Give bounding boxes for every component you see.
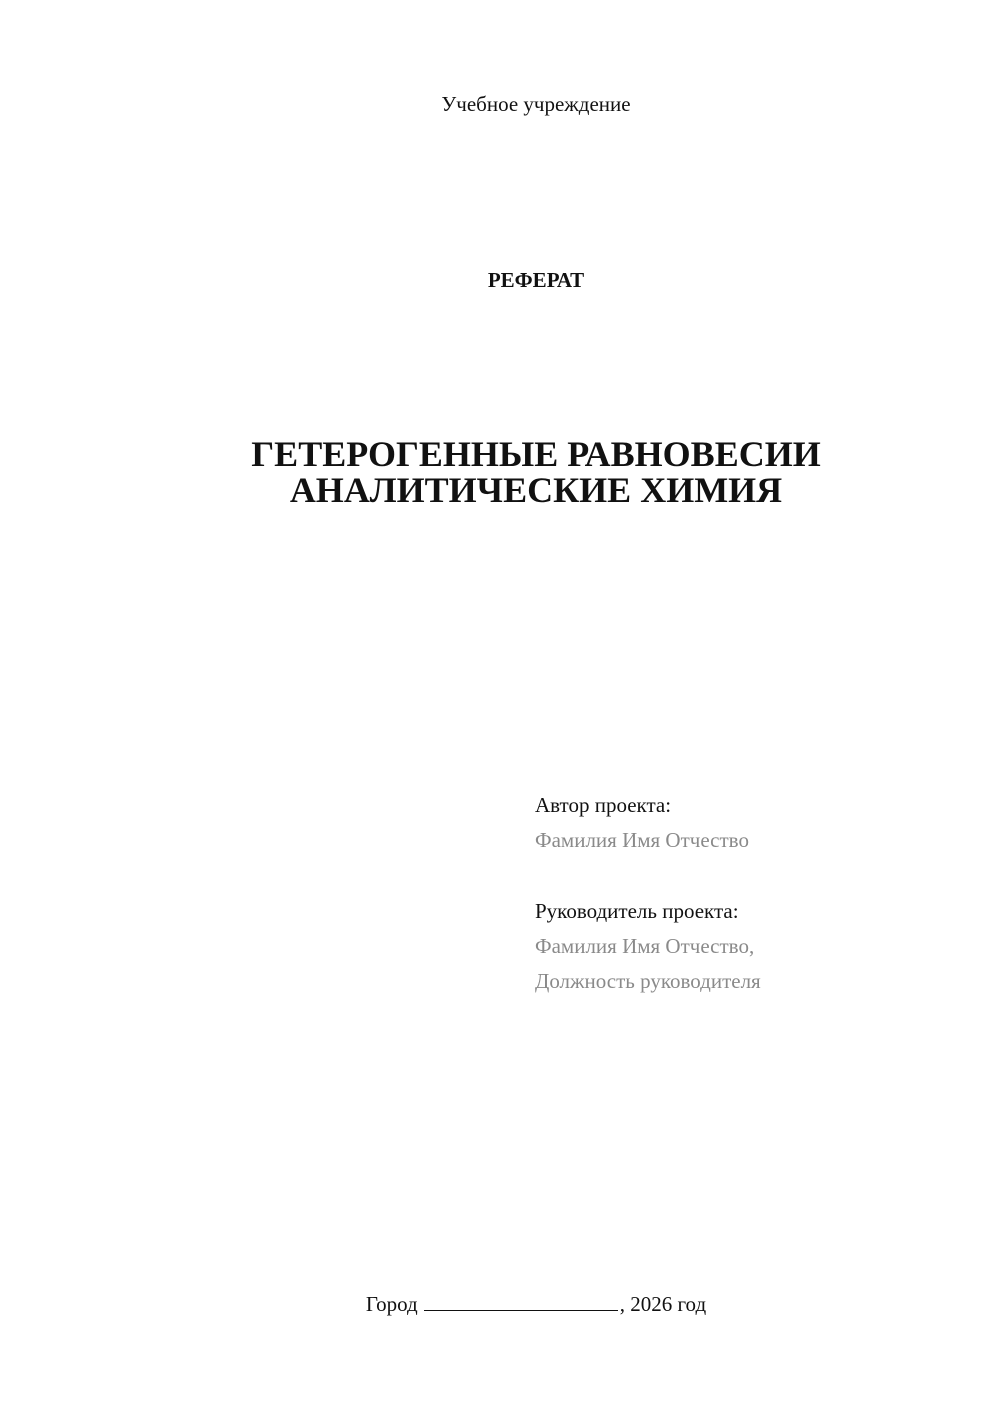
city-blank-line: [424, 1290, 618, 1311]
city-label: Город: [365, 1292, 418, 1316]
title-line-2: АНАЛИТИЧЕСКИЕ ХИМИЯ: [289, 470, 783, 510]
supervisor-label: Руководитель проекта:: [535, 899, 739, 923]
document-type: РЕФЕРАТ: [487, 268, 585, 292]
author-label: Автор проекта:: [535, 793, 672, 817]
credits-block: [535, 788, 761, 999]
supervisor-name: Фамилия Имя Отчество,: [535, 934, 755, 958]
institution-name: Учебное учреждение: [441, 92, 631, 116]
document-title: [0, 436, 1000, 508]
credits-spacer: [535, 858, 761, 894]
city-year-line: [0, 1290, 1000, 1317]
title-line-1: ГЕТЕРОГЕННЫЕ РАВНОВЕСИИ: [251, 434, 821, 474]
year-text: , 2026 год: [619, 1292, 707, 1316]
author-name: Фамилия Имя Отчество: [535, 828, 749, 852]
supervisor-position: Должность руководителя: [535, 969, 761, 993]
